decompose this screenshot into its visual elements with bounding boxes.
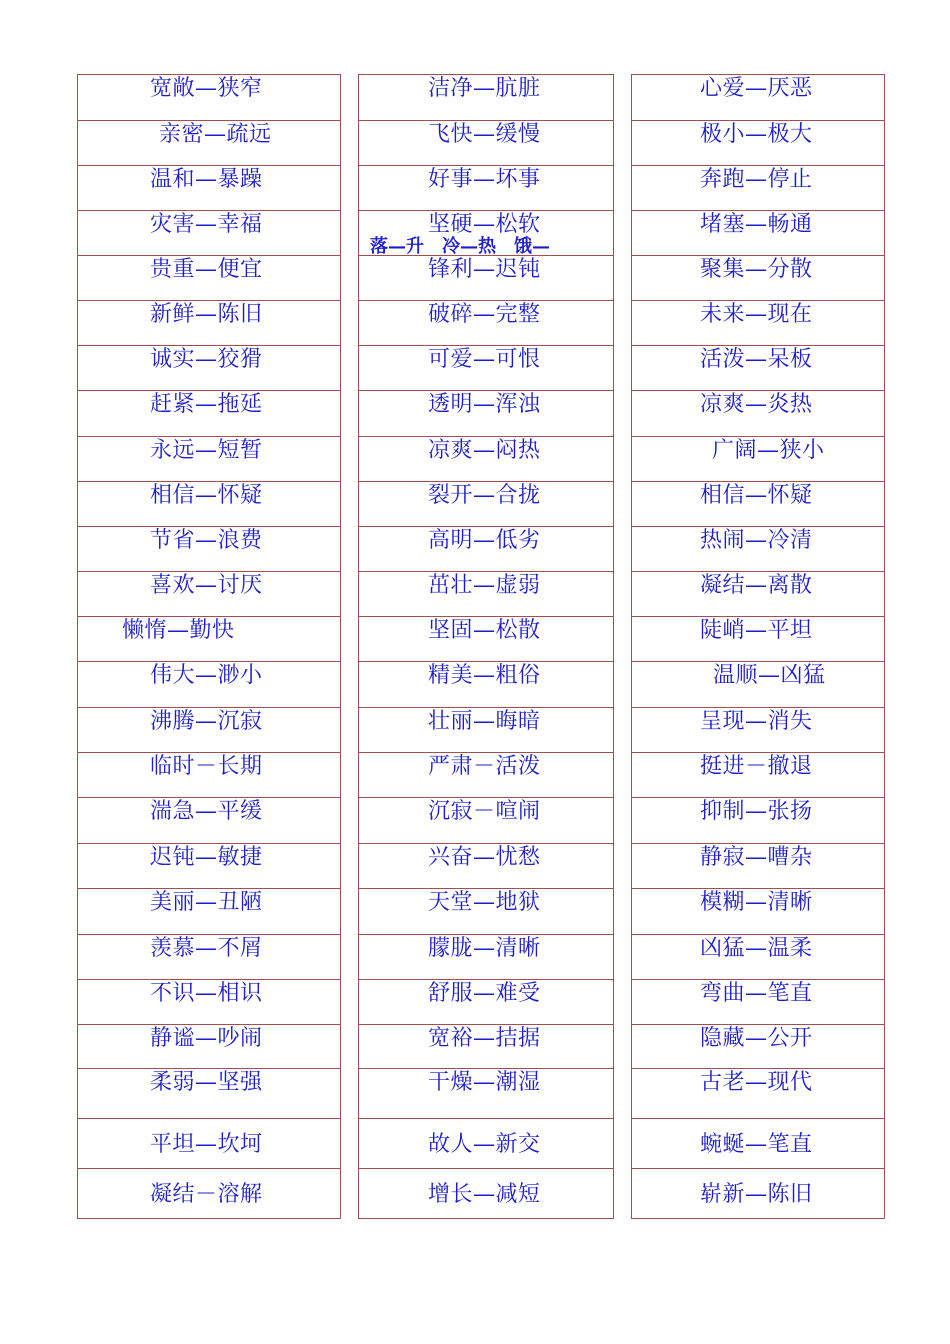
antonym-pair: 不识—相识 <box>150 981 263 1006</box>
row-rule <box>77 1218 341 1219</box>
antonym-pair: 增长—减短 <box>428 1182 541 1207</box>
antonym-pair: 贵重—便宜 <box>150 257 263 282</box>
antonym-pair: 宽敞—狭窄 <box>150 76 263 101</box>
antonym-pair: 坚固—松散 <box>428 618 541 643</box>
antonym-pair: 好事—坏事 <box>428 167 541 192</box>
column-rule <box>631 74 632 1218</box>
antonym-pair: 堵塞—畅通 <box>700 212 813 237</box>
antonym-pair: 舒服—难受 <box>428 981 541 1006</box>
antonym-pair: 永远—短暂 <box>150 438 263 463</box>
antonym-pair: 洁净—肮脏 <box>428 76 541 101</box>
antonym-pair: 灾害—幸福 <box>150 212 263 237</box>
antonym-pair: 可爱—可恨 <box>428 347 541 372</box>
antonym-pair: 透明—浑浊 <box>428 392 541 417</box>
antonym-pair: 聚集—分散 <box>700 257 813 282</box>
antonym-pair: 茁壮—虚弱 <box>428 573 541 598</box>
antonym-pair: 赶紧—拖延 <box>150 392 263 417</box>
antonym-pair: 沸腾—沉寂 <box>150 709 263 734</box>
antonym-pair: 节省—浪费 <box>150 528 263 553</box>
antonym-pair: 美丽—丑陋 <box>150 890 263 915</box>
antonym-pair: 平坦—坎坷 <box>150 1132 263 1157</box>
row-rule <box>358 1118 614 1119</box>
antonym-pair: 新鲜—陈旧 <box>150 302 263 327</box>
antonym-pair: 喜欢—讨厌 <box>150 573 263 598</box>
antonym-pair: 沉寂－喧闹 <box>428 799 541 824</box>
antonym-pair: 陡峭—平坦 <box>700 618 813 643</box>
antonym-pair: 精美—粗俗 <box>428 663 541 688</box>
antonym-pair: 凉爽—炎热 <box>700 392 813 417</box>
row-rule <box>358 1168 614 1169</box>
antonym-pair: 弯曲—笔直 <box>700 981 813 1006</box>
antonym-pair: 隐藏—公开 <box>700 1026 813 1051</box>
antonym-pair: 凉爽—闷热 <box>428 438 541 463</box>
antonym-pair: 裂开—合拢 <box>428 483 541 508</box>
antonym-pair: 高明—低劣 <box>428 528 541 553</box>
antonym-pair: 锋利—迟钝 <box>428 257 541 282</box>
antonym-pair: 懒惰—勤快 <box>122 618 235 643</box>
antonym-pair: 古老—现代 <box>700 1070 813 1095</box>
row-rule <box>77 1168 341 1169</box>
antonym-pair: 相信—怀疑 <box>150 483 263 508</box>
antonym-pair: 天堂—地狱 <box>428 890 541 915</box>
antonym-pair: 凝结—离散 <box>700 573 813 598</box>
column-rule <box>358 74 359 1218</box>
antonym-pair: 抑制—张扬 <box>700 799 813 824</box>
antonym-pair: 挺进－撤退 <box>700 754 813 779</box>
antonym-pair: 临时－长期 <box>150 754 263 779</box>
antonym-pair: 严肃－活泼 <box>428 754 541 779</box>
overlapping-text: 落—升 冷—热 饿— <box>370 236 550 257</box>
column-rule <box>77 74 78 1218</box>
antonym-pair: 湍急—平缓 <box>150 799 263 824</box>
column-rule <box>340 74 341 1218</box>
antonym-pair: 故人—新交 <box>428 1132 541 1157</box>
antonym-pair: 诚实—狡猾 <box>150 347 263 372</box>
antonym-pair: 模糊—清晰 <box>700 890 813 915</box>
antonym-pair: 呈现—消失 <box>700 709 813 734</box>
antonym-pair: 壮丽—晦暗 <box>428 709 541 734</box>
column-rule <box>884 74 885 1218</box>
antonym-pair: 破碎—完整 <box>428 302 541 327</box>
antonym-pair: 飞快—缓慢 <box>428 122 541 147</box>
antonym-pair: 羡慕—不屑 <box>150 936 263 961</box>
antonym-pair: 宽裕—拮据 <box>428 1026 541 1051</box>
antonym-pair: 蜿蜒—笔直 <box>700 1132 813 1157</box>
row-rule <box>631 1118 885 1119</box>
antonym-pair: 干燥—潮湿 <box>428 1070 541 1095</box>
antonym-pair: 伟大—渺小 <box>150 663 263 688</box>
antonym-pair: 相信—怀疑 <box>700 483 813 508</box>
antonym-pair: 奔跑—停止 <box>700 167 813 192</box>
antonym-pair: 热闹—冷清 <box>700 528 813 553</box>
antonym-pair: 兴奋—忧愁 <box>428 845 541 870</box>
antonym-pair: 凝结－溶解 <box>150 1182 263 1207</box>
antonym-pair: 迟钝—敏捷 <box>150 845 263 870</box>
row-rule <box>358 1218 614 1219</box>
antonym-pair: 广阔—狭小 <box>712 438 825 463</box>
antonym-pair: 静谧—吵闹 <box>150 1026 263 1051</box>
antonym-pair: 活泼—呆板 <box>700 347 813 372</box>
antonym-pair: 亲密—疏远 <box>159 122 272 147</box>
antonym-pair: 极小—极大 <box>700 122 813 147</box>
row-rule <box>631 1168 885 1169</box>
antonym-pair: 柔弱—坚强 <box>150 1070 263 1095</box>
row-rule <box>631 1218 885 1219</box>
antonym-pair: 心爱—厌恶 <box>700 76 813 101</box>
column-rule <box>613 74 614 1218</box>
antonym-pair: 温和—暴躁 <box>150 167 263 192</box>
antonym-pair: 崭新—陈旧 <box>700 1182 813 1207</box>
antonym-pair: 静寂—嘈杂 <box>700 845 813 870</box>
antonym-pair: 坚硬—松软 <box>428 212 541 237</box>
row-rule <box>77 1118 341 1119</box>
antonym-pair: 温顺—凶猛 <box>713 663 826 688</box>
antonym-pair: 凶猛—温柔 <box>700 936 813 961</box>
antonym-pair: 朦胧—清晰 <box>428 936 541 961</box>
antonym-pair: 未来—现在 <box>700 302 813 327</box>
